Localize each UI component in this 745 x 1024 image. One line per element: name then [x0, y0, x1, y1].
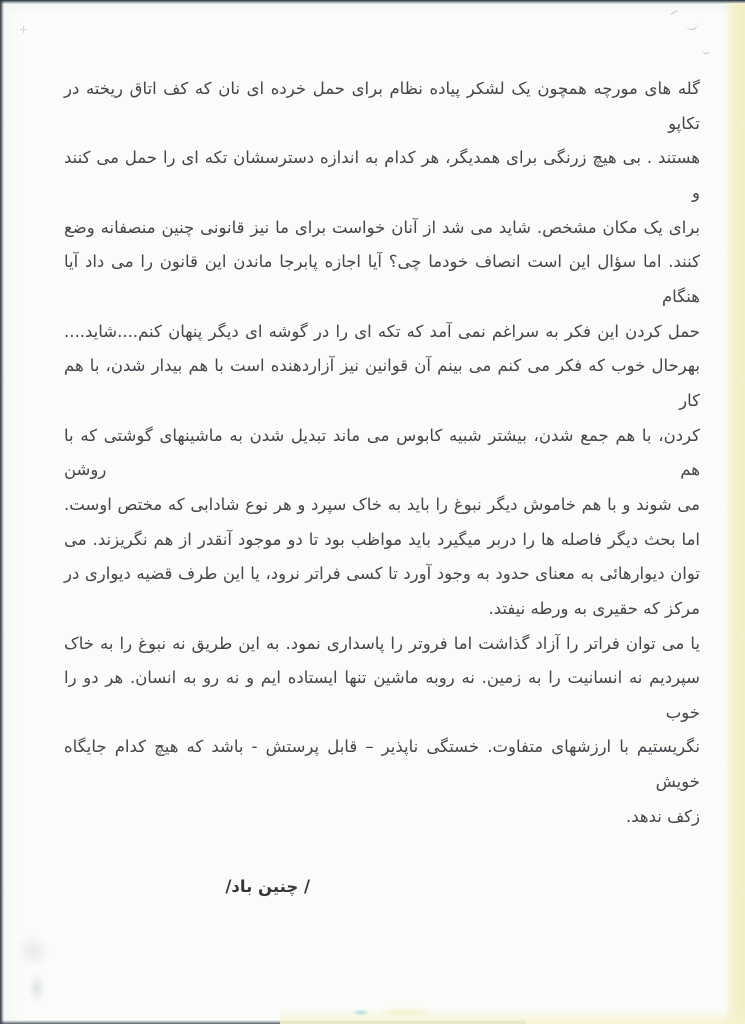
text-line: گله های مورچه همچون یک لشکر پیاده نظام برای حمل خرده ای نان که کف اتاق ریخته در تکاپو	[64, 79, 700, 133]
scan-speck	[375, 1006, 435, 1018]
text-line: می شوند و با هم خاموش دیگر نبوغ را باید به خاک سپرد و هر نوع شادابی که مختص اوست.	[64, 494, 700, 514]
scan-smudge	[16, 934, 50, 968]
registration-mark	[20, 26, 27, 33]
text-line: بهرحال خوب که فکر می کنم می بینم آن قوانین نیز آزاردهنده است با هم بیدار شدن، با هم کار	[64, 356, 700, 410]
text-line: حمل کردن این فکر به سراغم نمی آمد که تکه ای را در گوشه ای دیگر پنهان کنم....شاید....	[64, 321, 700, 341]
scan-smudge	[28, 972, 46, 1004]
text-line: کردن، با هم جمع شدن، بیشتر شبیه کابوس می ماند تبدیل شدن به ماشینهای گوشتی که با هم روشن	[64, 425, 700, 480]
text-line: نگریستیم با ارزشهای متفاوت. خستگی ناپذیر – قابل پرستش - باشد که هیچ کدام جایگاه خویش	[64, 737, 700, 792]
text-line: اما بحث دیگر فاصله ها را دربر میگیرد باید مواظب بود تا دو موجود آنقدر از هم نگریزند. می	[64, 529, 700, 549]
text-line: سپردیم نه انسانیت را به زمین. نه روبه ماشین تنها ایستاده ایم و نه رو به انسان. هر دو را خوب	[64, 668, 700, 722]
document-text	[64, 72, 700, 905]
paragraph	[64, 72, 700, 349]
scan-edge-top	[0, 0, 745, 4]
text-line: زکف ندهد.	[625, 806, 700, 826]
pencil-mark	[685, 19, 699, 31]
page-edge-right	[723, 3, 745, 1024]
text-line: یا می توان فراتر را آزاد گذاشت اما فروتر را پاسداری نمود. به این طریق نه نبوغ را به خاک	[64, 633, 700, 653]
text-line: کنند. اما سؤال این است انصاف خودما چی؟ آیا اجازه پابرجا ماندن این قانون را می داد آیا هنگام	[64, 252, 700, 306]
signature-line: / چنین باد/	[225, 877, 310, 897]
scan-edge-left	[0, 0, 4, 1024]
text-line: برای یک مکان مشخص. شاید می شد از آنان خواست برای ما نیز قانونی چنین منصفانه وضع	[64, 217, 700, 237]
scan-speck	[352, 1009, 370, 1016]
pencil-mark	[702, 47, 710, 54]
paragraph	[64, 627, 700, 835]
text-line: هستند . بی هیچ زرنگی برای همدیگر، هر کدام به اندازه دسترسشان تکه ای را حمل می کنند و	[64, 148, 700, 202]
pencil-mark	[670, 10, 677, 15]
text-line: مرکز که حقیری به ورطه نیفتد.	[488, 598, 700, 618]
paragraph	[64, 349, 700, 522]
paragraph	[64, 523, 700, 627]
page-edge-bottom	[280, 1008, 745, 1024]
text-line: توان دیوارهائی به معنای حدود به وجود آورد تا کسی فراتر نرود، یا این طرف قضیه دیواری در	[64, 564, 700, 584]
